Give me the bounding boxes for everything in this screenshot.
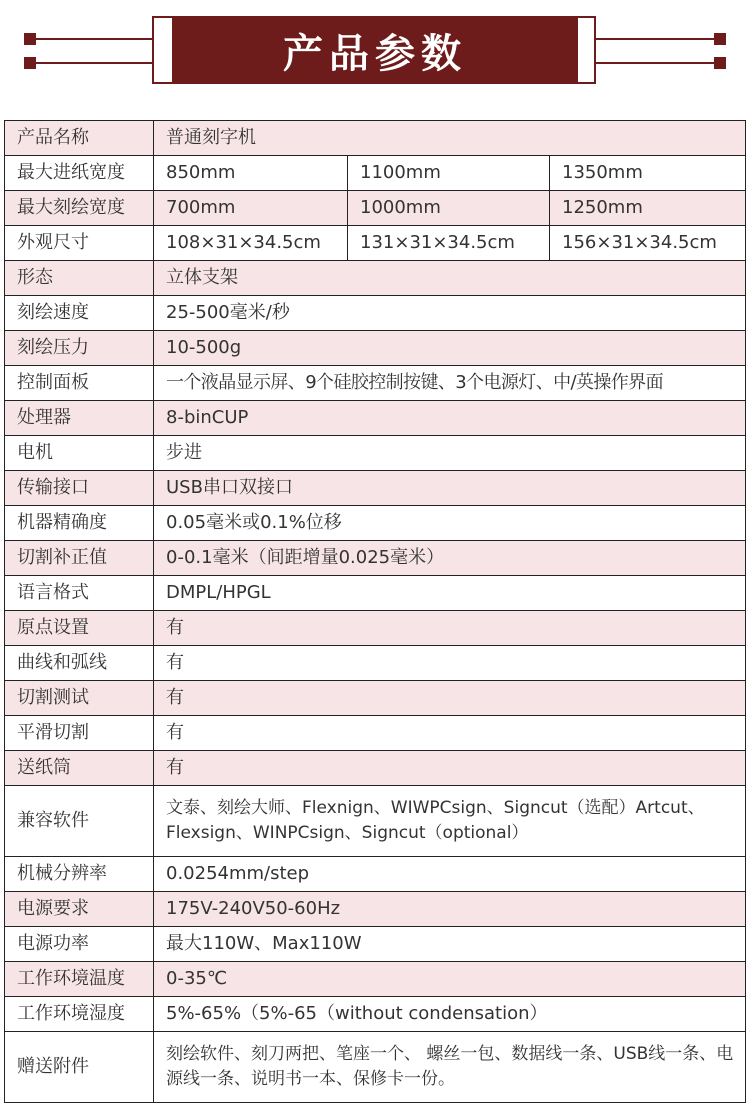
table-row xyxy=(5,156,746,191)
row-value: 0-35℃ xyxy=(154,962,746,997)
table-row xyxy=(5,541,746,576)
row-label: 处理器 xyxy=(5,401,154,436)
table-row xyxy=(5,506,746,541)
row-value: 0.0254mm/step xyxy=(154,857,746,892)
table-row xyxy=(5,226,746,261)
table-row xyxy=(5,611,746,646)
row-label: 电源功率 xyxy=(5,927,154,962)
table-row xyxy=(5,191,746,226)
table-row xyxy=(5,436,746,471)
row-value: 最大110W、Max110W xyxy=(154,927,746,962)
row-value: 有 xyxy=(154,611,746,646)
table-row xyxy=(5,646,746,681)
row-value: 0-0.1毫米（间距增量0.025毫米） xyxy=(154,541,746,576)
row-label: 工作环境温度 xyxy=(5,962,154,997)
row-value: 普通刻字机 xyxy=(154,121,746,156)
table-row xyxy=(5,331,746,366)
row-value: 1350mm xyxy=(550,156,746,191)
row-label: 平滑切割 xyxy=(5,716,154,751)
row-value: 有 xyxy=(154,751,746,786)
row-label: 曲线和弧线 xyxy=(5,646,154,681)
table-row xyxy=(5,261,746,296)
row-label: 刻绘速度 xyxy=(5,296,154,331)
row-label: 刻绘压力 xyxy=(5,331,154,366)
row-label: 产品名称 xyxy=(5,121,154,156)
row-label: 语言格式 xyxy=(5,576,154,611)
table-row xyxy=(5,927,746,962)
row-value: 1100mm xyxy=(348,156,550,191)
title-plate xyxy=(172,18,578,82)
row-label: 控制面板 xyxy=(5,366,154,401)
row-label: 外观尺寸 xyxy=(5,226,154,261)
row-value: 0.05毫米或0.1%位移 xyxy=(154,506,746,541)
row-value: 有 xyxy=(154,681,746,716)
row-value: 文泰、刻绘大师、Flexnign、WIWPCsign、Signcut（选配）Artcut、Flexsign、WINPCsign、Signcut（optional） xyxy=(154,786,746,857)
row-value: 700mm xyxy=(154,191,348,226)
table-row xyxy=(5,716,746,751)
row-label: 机器精确度 xyxy=(5,506,154,541)
left-knob-top xyxy=(24,33,36,45)
row-value: 刻绘软件、刻刀两把、笔座一个、 螺丝一包、数据线一条、USB线一条、电源线一条、说明书一本、保修卡一份。 xyxy=(154,1032,746,1103)
row-value: 一个液晶显示屏、9个硅胶控制按键、3个电源灯、中/英操作界面 xyxy=(154,366,746,401)
table-row xyxy=(5,401,746,436)
table-row xyxy=(5,681,746,716)
row-value: 5%-65%（5%-65（without condensation） xyxy=(154,997,746,1032)
table-row xyxy=(5,366,746,401)
table-row xyxy=(5,997,746,1032)
row-label: 最大进纸宽度 xyxy=(5,156,154,191)
table-row xyxy=(5,962,746,997)
row-label: 工作环境湿度 xyxy=(5,997,154,1032)
row-value: DMPL/HPGL xyxy=(154,576,746,611)
right-knob-bottom xyxy=(714,57,726,69)
right-rail-bottom xyxy=(596,62,726,64)
row-value: 108×31×34.5cm xyxy=(154,226,348,261)
row-value: 有 xyxy=(154,716,746,751)
page-title: 产品参数 xyxy=(283,30,467,77)
spec-table xyxy=(4,120,746,1103)
row-label: 传输接口 xyxy=(5,471,154,506)
table-row xyxy=(5,786,746,857)
row-label: 机械分辨率 xyxy=(5,857,154,892)
row-label: 形态 xyxy=(5,261,154,296)
row-label: 切割补正值 xyxy=(5,541,154,576)
table-row xyxy=(5,576,746,611)
row-label: 切割测试 xyxy=(5,681,154,716)
table-row xyxy=(5,892,746,927)
table-row xyxy=(5,1032,746,1103)
row-value: 有 xyxy=(154,646,746,681)
table-row xyxy=(5,121,746,156)
row-value: 850mm xyxy=(154,156,348,191)
left-rail-top xyxy=(24,38,154,40)
row-value: 175V-240V50-60Hz xyxy=(154,892,746,927)
row-label: 电机 xyxy=(5,436,154,471)
row-value: 10-500g xyxy=(154,331,746,366)
table-row xyxy=(5,751,746,786)
row-value: 1250mm xyxy=(550,191,746,226)
table-row xyxy=(5,471,746,506)
row-label: 兼容软件 xyxy=(5,786,154,857)
row-value: 立体支架 xyxy=(154,261,746,296)
right-rail-top xyxy=(596,38,726,40)
row-label: 最大刻绘宽度 xyxy=(5,191,154,226)
row-value: 步进 xyxy=(154,436,746,471)
row-value: 1000mm xyxy=(348,191,550,226)
table-row xyxy=(5,296,746,331)
row-label: 赠送附件 xyxy=(5,1032,154,1103)
row-label: 电源要求 xyxy=(5,892,154,927)
row-value: 156×31×34.5cm xyxy=(550,226,746,261)
row-value: USB串口双接口 xyxy=(154,471,746,506)
row-label: 原点设置 xyxy=(5,611,154,646)
left-rail-bottom xyxy=(24,62,154,64)
title-banner xyxy=(0,0,750,100)
table-row xyxy=(5,857,746,892)
left-knob-bottom xyxy=(24,57,36,69)
row-value: 8-binCUP xyxy=(154,401,746,436)
row-value: 131×31×34.5cm xyxy=(348,226,550,261)
right-knob-top xyxy=(714,33,726,45)
row-value: 25-500毫米/秒 xyxy=(154,296,746,331)
row-label: 送纸筒 xyxy=(5,751,154,786)
